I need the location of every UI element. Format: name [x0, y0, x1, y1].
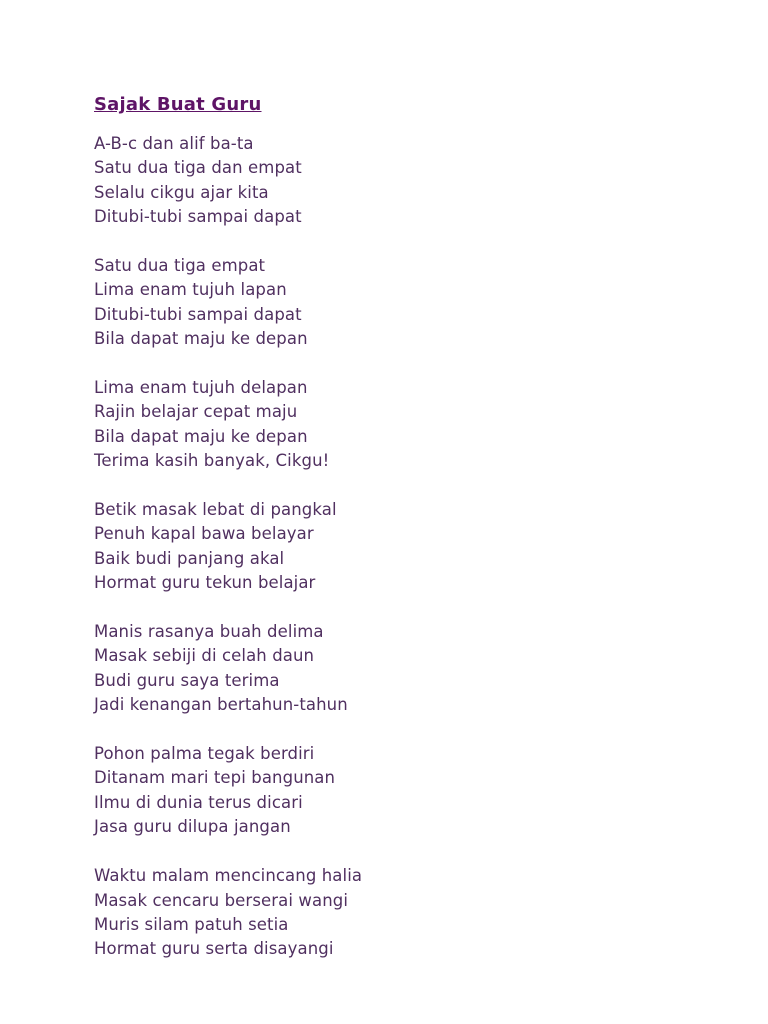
stanza	[94, 742, 728, 840]
stanza	[94, 254, 728, 352]
poem-line: Jadi kenangan bertahun-tahun	[94, 695, 348, 715]
poem-line: Lima enam tujuh lapan	[94, 280, 287, 300]
page-title: Sajak Buat Guru	[94, 94, 262, 115]
poem-line: Satu dua tiga empat	[94, 256, 266, 276]
poem-line: Betik masak lebat di pangkal	[94, 500, 337, 520]
poem-line: Waktu malam mencincang halia	[94, 866, 363, 886]
poem-line: Rajin belajar cepat maju	[94, 402, 298, 422]
poem-line: Ditubi-tubi sampai dapat	[94, 304, 302, 324]
stanza	[94, 376, 728, 474]
poem-line: Satu dua tiga dan empat	[94, 158, 302, 178]
poem-line: Bila dapat maju ke depan	[94, 329, 308, 349]
poem-line: Hormat guru tekun belajar	[94, 573, 316, 593]
poem-line: A-B-c dan alif ba-ta	[94, 134, 254, 153]
stanza	[94, 498, 728, 596]
poem-line: Baik budi panjang akal	[94, 548, 285, 568]
stanza	[94, 132, 728, 230]
stanza	[94, 864, 728, 962]
poem-line: Pohon palma tegak berdiri	[94, 744, 315, 764]
poem-line: Selalu cikgu ajar kita	[94, 182, 269, 202]
poem-line: Terima kasih banyak, Cikgu!	[94, 451, 330, 471]
poem-line: Masak sebiji di celah daun	[94, 646, 315, 666]
poem-line: Ditubi-tubi sampai dapat	[94, 207, 302, 227]
stanza	[94, 620, 728, 718]
poem-line: Hormat guru serta disayangi	[94, 939, 334, 959]
poem-line: Lima enam tujuh delapan	[94, 378, 308, 398]
poem-line: Manis rasanya buah delima	[94, 622, 324, 642]
poem-line: Penuh kapal bawa belayar	[94, 524, 314, 544]
poem-body	[94, 132, 728, 962]
poem-line: Muris silam patuh setia	[94, 914, 289, 934]
poem-line: Ilmu di dunia terus dicari	[94, 792, 303, 812]
poem-line: Bila dapat maju ke depan	[94, 426, 308, 446]
poem-line: Budi guru saya terima	[94, 670, 280, 690]
poem-line: Masak cencaru berserai wangi	[94, 890, 349, 910]
poem-line: Ditanam mari tepi bangunan	[94, 768, 336, 788]
poem-line: Jasa guru dilupa jangan	[94, 817, 291, 837]
